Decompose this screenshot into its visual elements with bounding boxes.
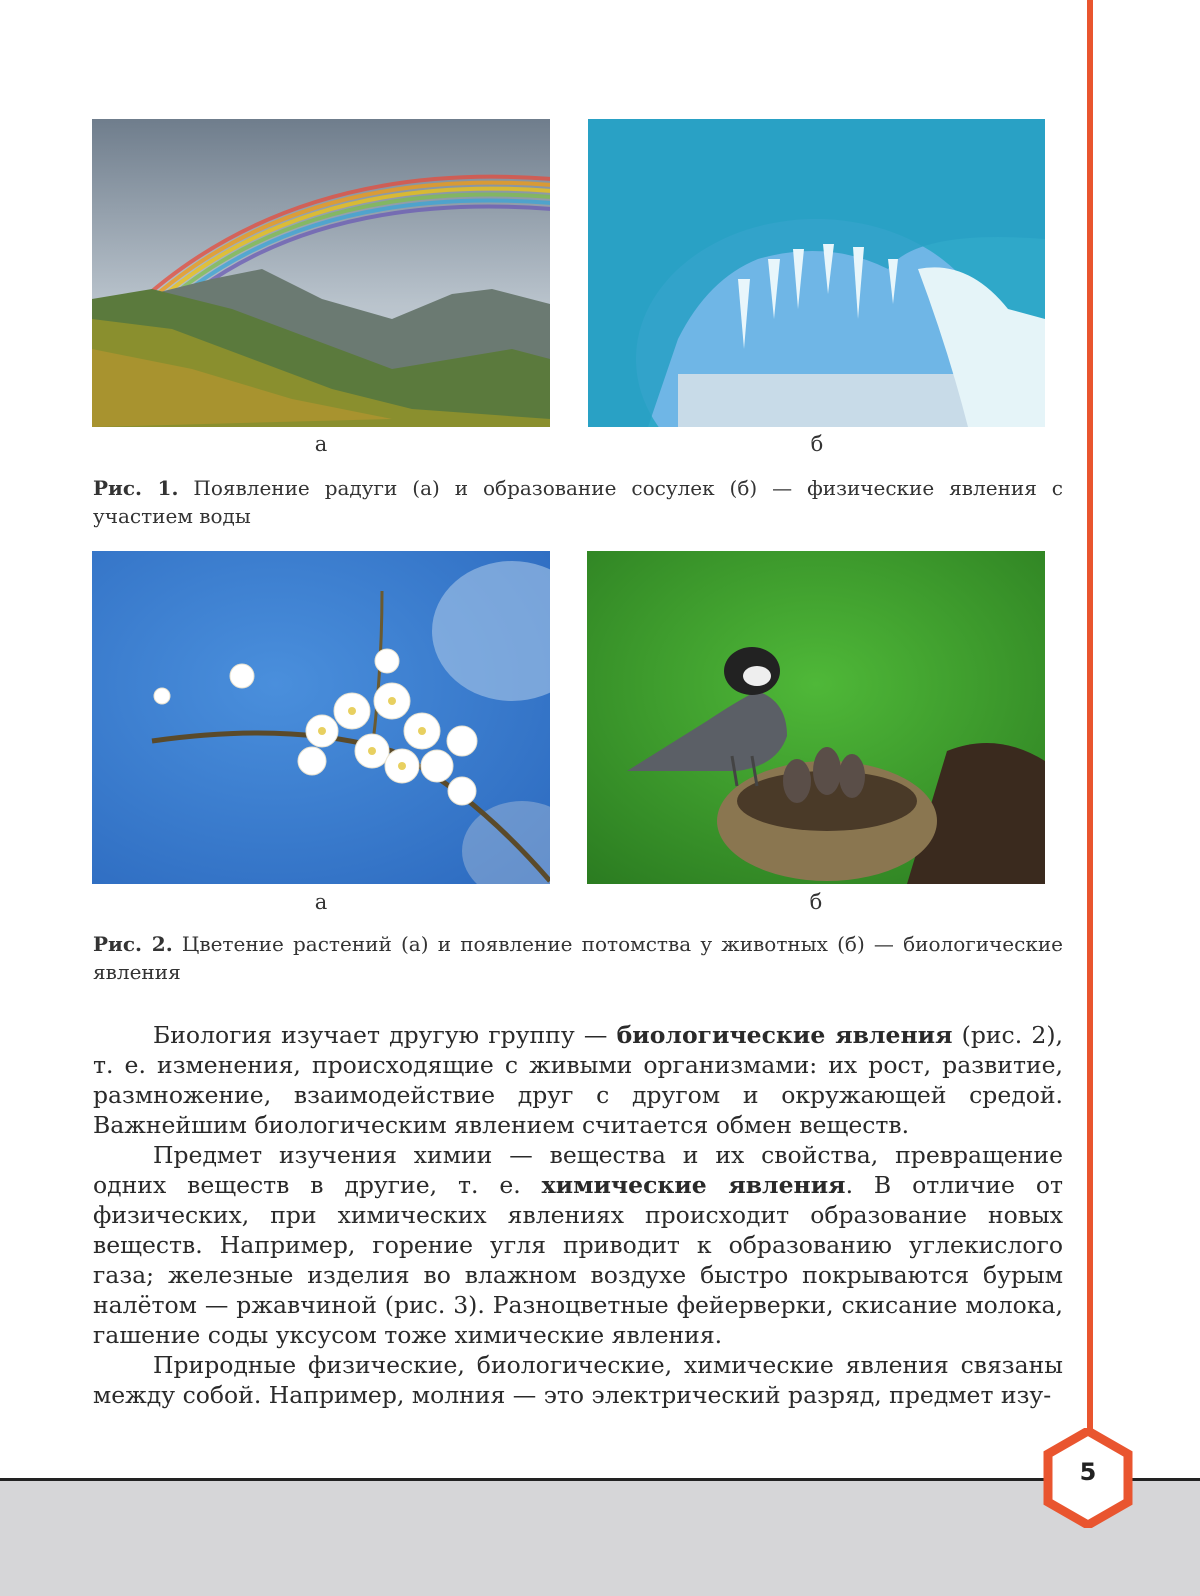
term-biological-phenomena: биологические явления <box>616 1021 953 1049</box>
page-number: 5 <box>1079 1458 1097 1486</box>
body-text <box>93 1020 1063 1410</box>
figure1-caption <box>93 474 1063 530</box>
paragraph-2-text-end: . В отличие от физических, при химических явлениях происходит образование новых веществ. Например, горение угля приводит к образованию углекислого газа; железные изделия во влажном воздухе быстро покрываются бурым налётом — ржавчиной (рис. 3). Разноцветные фейерверки, скисание молока, гашение соды уксусом тоже химические явления. <box>93 1171 1063 1349</box>
blossom-photo <box>92 551 550 884</box>
figure2-caption-text: Цветение растений (а) и появление потомства у животных (б) — биологические явления <box>93 932 1063 984</box>
figure1-label-a: а <box>314 432 328 456</box>
orange-margin-rule <box>1087 0 1093 1480</box>
figure2-caption-prefix: Рис. 2. <box>93 932 173 956</box>
rainbow-photo <box>92 119 550 427</box>
figure2-caption <box>93 930 1063 986</box>
figure2-label-a: а <box>314 890 328 914</box>
figure1-caption-text: Появление радуги (а) и образование сосулек (б) — физические явления с участием воды <box>93 476 1063 528</box>
figure1-label-b: б <box>810 432 824 456</box>
footer-band <box>0 1481 1200 1596</box>
paragraph-3: Природные физические, биологические, химические явления связаны между собой. Например, молния — это электрический разряд, предмет изу- <box>93 1351 1063 1409</box>
paragraph-2-text-start: Предмет изучения химии — вещества и их свойства, превращение одних веществ в другие, т. е. <box>93 1141 1063 1199</box>
paragraph-1-text-end: (рис. 2), т. е. изменения, происходящие с живыми организмами: их рост, развитие, размножение, взаимодействие друг с другом и окружающей средой. Важнейшим биологическим явлением считается обмен веществ. <box>93 1021 1063 1139</box>
ice-cave-photo <box>588 119 1045 427</box>
figure2-label-b: б <box>809 890 823 914</box>
paragraph-2 <box>93 1140 1063 1350</box>
bird-nest-photo <box>587 551 1045 884</box>
paragraph-1-text-start: Биология изучает другую группу — <box>153 1021 617 1049</box>
paragraph-1 <box>93 1020 1063 1140</box>
term-chemical-phenomena: химические явления <box>541 1171 846 1199</box>
figure1-caption-prefix: Рис. 1. <box>93 476 179 500</box>
